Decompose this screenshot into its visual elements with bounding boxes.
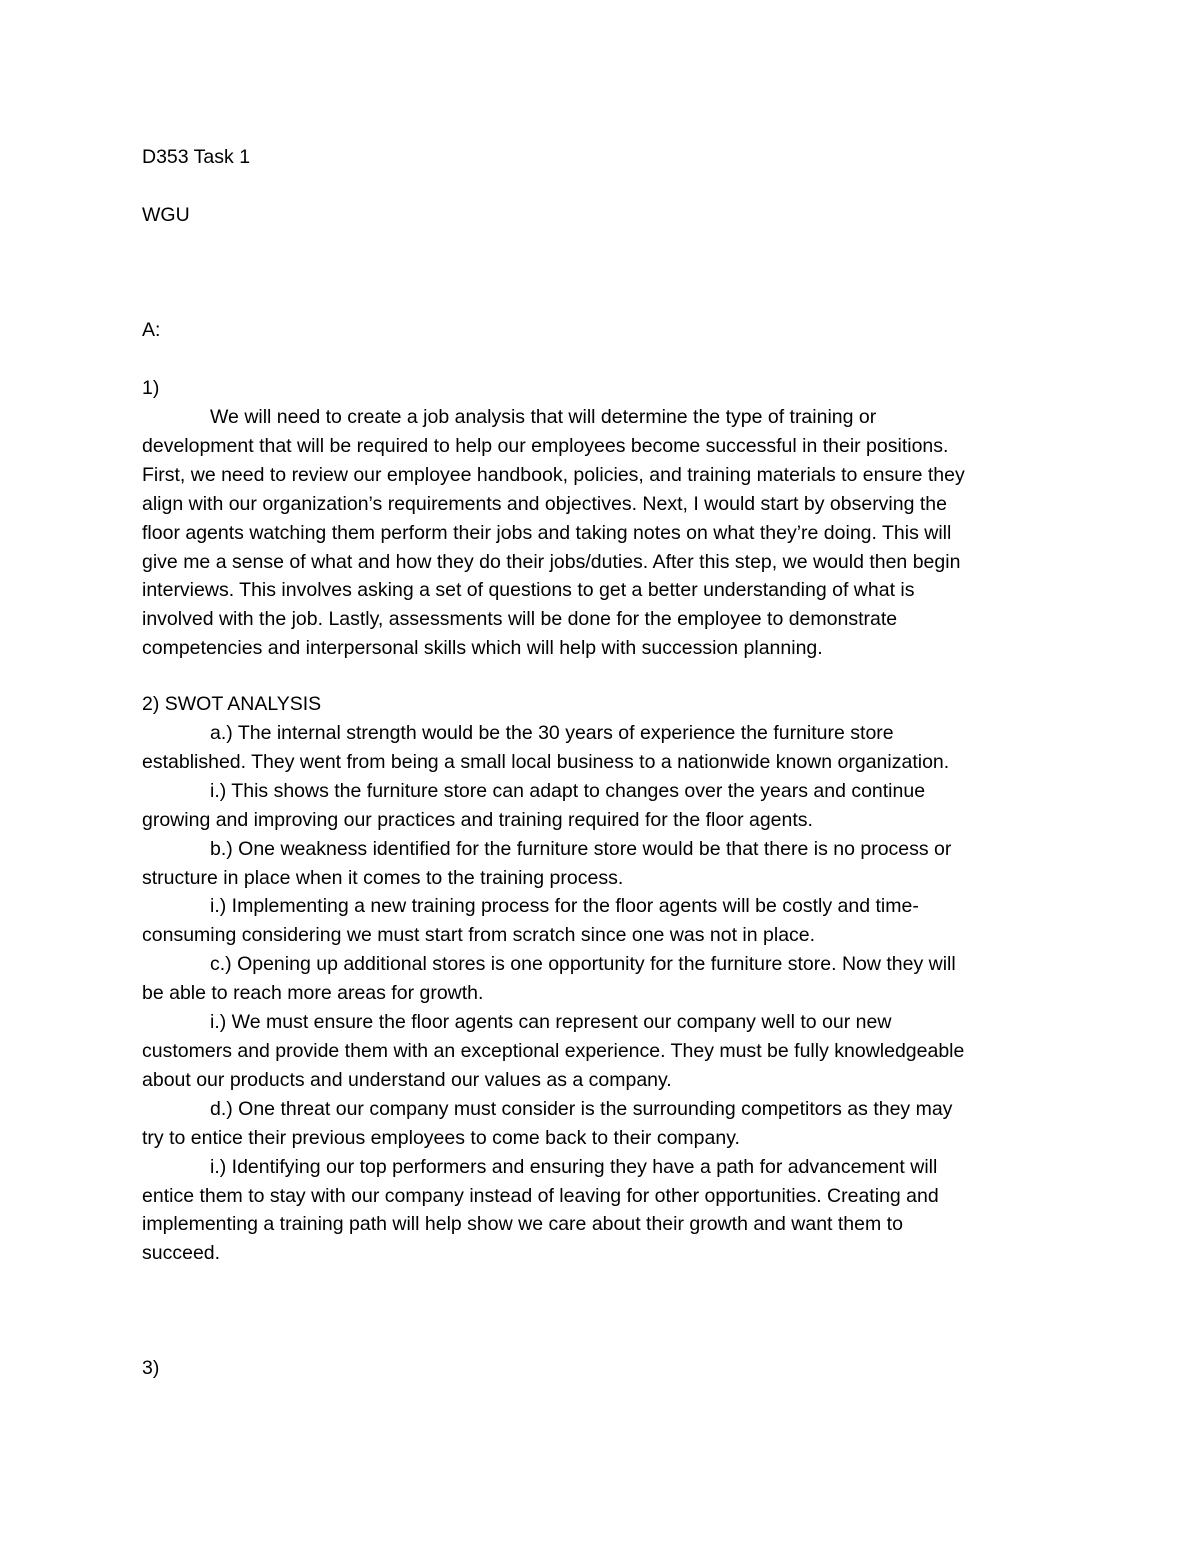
paragraph-line: entice them to stay with our company instead of leaving for other opportunities. Creating and [142, 1184, 939, 1207]
paragraph-line: consuming considering we must start from scratch since one was not in place. [142, 924, 816, 947]
institution-name: WGU [142, 204, 190, 226]
swot-weakness-detail-line: i.) Implementing a new training process for the floor agents will be costly and time- [210, 895, 919, 918]
paragraph-line: about our products and understand our values as a company. [142, 1068, 672, 1091]
question-1-number: 1) [142, 377, 160, 399]
paragraph-line: succeed. [142, 1242, 221, 1265]
paragraph-line: development that will be required to help our employees become successful in their positions. [142, 434, 949, 457]
swot-analysis-body [142, 719, 1062, 1268]
swot-strength-detail-line: i.) This shows the furniture store can adapt to changes over the years and continue [210, 779, 926, 802]
paragraph-line: growing and improving our practices and training required for the floor agents. [142, 808, 813, 831]
paragraph-line: First, we need to review our employee handbook, policies, and training materials to ensure they [142, 463, 965, 486]
paragraph-line: customers and provide them with an exceptional experience. They must be fully knowledgeable [142, 1039, 965, 1062]
paragraph-line: be able to reach more areas for growth. [142, 982, 484, 1005]
paragraph-line: give me a sense of what and how they do their jobs/duties. After this step, we would then begin [142, 550, 961, 573]
question-3-number: 3) [142, 1357, 160, 1379]
swot-heading: 2) SWOT ANALYSIS [142, 693, 322, 715]
swot-threat-line: d.) One threat our company must consider is the surrounding competitors as they may [210, 1097, 953, 1120]
swot-opportunity-detail-line: i.) We must ensure the floor agents can represent our company well to our new [210, 1011, 892, 1034]
paragraph-line: structure in place when it comes to the training process. [142, 866, 624, 889]
paragraph-line: try to entice their previous employees to come back to their company. [142, 1126, 740, 1149]
swot-strength-line: a.) The internal strength would be the 30 years of experience the furniture store [210, 722, 894, 744]
paragraph-line: interviews. This involves asking a set of questions to get a better understanding of what is [142, 579, 915, 602]
swot-threat-detail-line: i.) Identifying our top performers and ensuring they have a path for advancement will [210, 1155, 938, 1178]
paragraph-line: We will need to create a job analysis that will determine the type of training or [210, 406, 877, 428]
paragraph-line: floor agents watching them perform their jobs and taking notes on what they’re doing. This will [142, 521, 952, 544]
paragraph-line: competencies and interpersonal skills which will help with succession planning. [142, 637, 823, 660]
paragraph-line: align with our organization’s requirements and objectives. Next, I would start by observing the [142, 492, 947, 515]
paragraph-line: implementing a training path will help show we care about their growth and want them to [142, 1213, 903, 1236]
paragraph-line: involved with the job. Lastly, assessments will be done for the employee to demonstrate [142, 608, 898, 631]
question-1-paragraph [142, 403, 1062, 663]
document-title: D353 Task 1 [142, 146, 251, 168]
paragraph-line: established. They went from being a small local business to a nationwide known organization. [142, 750, 950, 773]
swot-weakness-line: b.) One weakness identified for the furniture store would be that there is no process or [210, 837, 952, 860]
section-a-label: A: [142, 319, 161, 341]
swot-opportunity-line: c.) Opening up additional stores is one opportunity for the furniture store. Now they will [210, 953, 956, 976]
